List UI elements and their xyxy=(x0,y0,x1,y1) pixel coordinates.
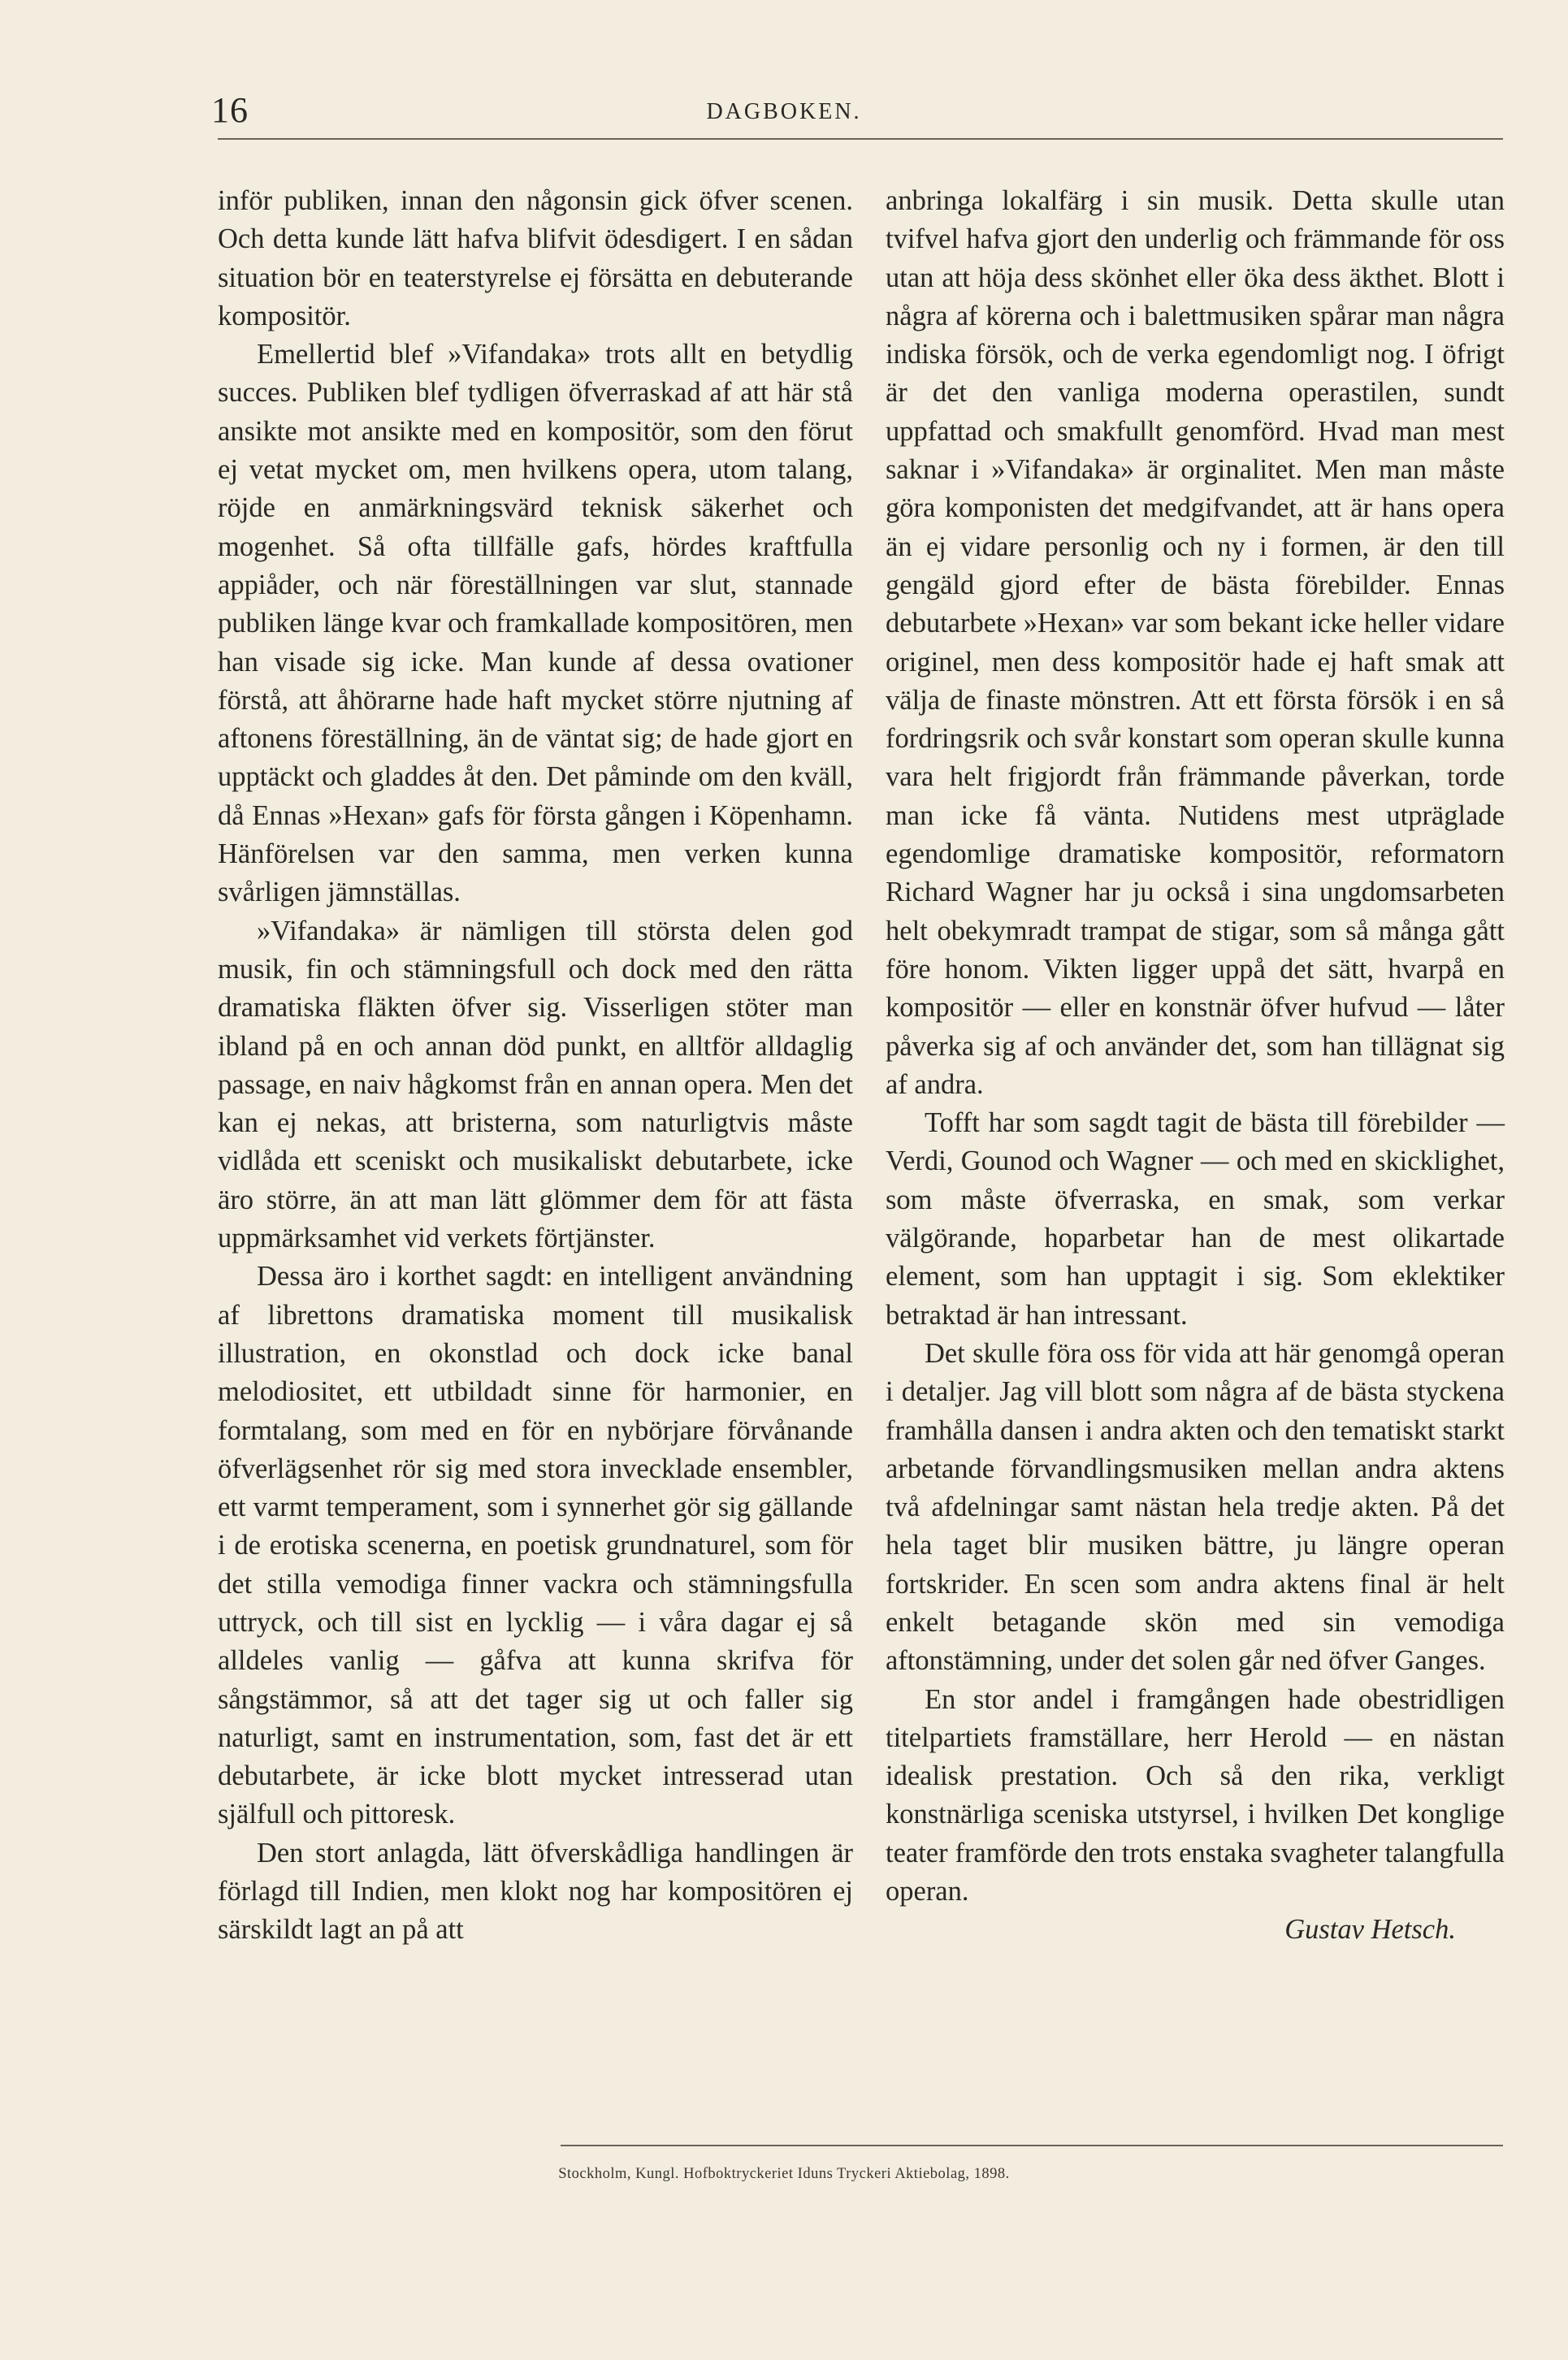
paragraph: En stor andel i framgången hade obestridligen titelpartiets framställare, herr Herold — en nästan idealisk prestation. Och så den rika, verkligt konstnärliga sceniska utstyrsel, i hvilken Det konglige teater framförde den trots enstaka svagheter talangfulla operan. xyxy=(886,1683,1505,1907)
header-rule xyxy=(218,138,1503,140)
printer-imprint: Stockholm, Kungl. Hofboktryckeriet Iduns Tryckeri Aktiebolag, 1898. xyxy=(558,2166,1010,2182)
paragraph: Emellertid blef »Vifandaka» trots allt en betydlig succes. Publiken blef tydligen öfverraskad af att här stå ansikte mot ansikte med en kompositör, som den förut ej vetat mycket om, men hvilkens opera, utom talang, röjde en anmärkningsvärd teknisk säkerhet och mogenhet. Så ofta tillfälle gafs, hördes kraftfulla appiåder, och när föreställningen var slut, stannade publiken länge kvar och framkallade kompositören, men han visade sig icke. Man kunde af dessa ovationer förstå, att åhörarne hade haft mycket större njutning af aftonens föreställning, än de väntat sig; de hade gjort en upptäckt och gladdes åt den. Det påminde om den kväll, då Ennas »Hexan» gafs för första gången i Köpenhamn. Hänförelsen var den samma, men verken kunna svårligen jämnställas. xyxy=(218,339,853,908)
paragraph: inför publiken, innan den någonsin gick öfver scenen. Och detta kunde lätt hafva blifvit ödesdigert. I en sådan situation bör en teaterstyrelse ej försätta en debuterande kompositör. xyxy=(218,185,853,331)
paragraph: Den stort anlagda, lätt öfverskådliga handlingen är förlagd till Indien, men klokt nog har kompositören ej särskildt lagt an på att xyxy=(218,1837,853,1946)
left-column xyxy=(218,182,853,1950)
paragraph: »Vifandaka» är nämligen till största delen god musik, fin och stämningsfull och dock med den rätta dramatiska fläkten öfver sig. Visserligen stöter man ibland på en och annan död punkt, en alltför alldaglig passage, en naiv hågkomst från en annan opera. Men det kan ej nekas, att bristerna, som naturligtvis måste vidlåda ett sceniskt och musikaliskt debutarbete, icke äro större, än att man lätt glömmer dem för att fästa uppmärksamhet vid verkets förtjänster. xyxy=(218,915,853,1254)
paragraph: Tofft har som sagdt tagit de bästa till förebilder — Verdi, Gounod och Wagner — och med en skicklighet, som måste öfverraska, en smak, som verkar välgörande, hoparbetar han de mest olikartade element, som han upptagit i sig. Som eklektiker betraktad är han intressant. xyxy=(886,1107,1505,1331)
footer-rule xyxy=(561,2145,1503,2146)
paragraph: Det skulle föra oss för vida att här genomgå operan i detaljer. Jag vill blott som några af de bästa styckena framhålla dansen i andra akten och den tematiskt starkt arbetande förvandlingsmusiken mellan andra aktens två afdelningar samt nästan hela tredje akten. På det hela taget blir musiken bättre, ju längre operan fortskrider. En scen som andra aktens final är helt enkelt betagande skön med sin vemodiga aftonstämning, under det solen går ned öfver Ganges. xyxy=(886,1337,1505,1677)
author-signature: Gustav Hetsch. xyxy=(1284,1914,1456,1946)
paragraph: Dessa äro i korthet sagdt: en intelligent användning af librettons dramatiska moment till musikalisk illustration, en okonstlad och dock icke banal melodiositet, ett utbildadt sinne för harmonier, en formtalang, som med en för en nybörjare förvånande öfverlägsenhet rör sig med stora invecklade ensembler, ett varmt temperament, som i synnerhet gör sig gällande i de erotiska scenerna, en poetisk grundnaturel, som för det stilla vemodiga finner vackra och stämningsfulla uttryck, och till sist en lycklig — i våra dagar ej så alldeles vanlig — gåfva att kunna skrifva för sångstämmor, så att det tager sig ut och faller sig naturligt, samt en instrumentation, som, fast det är ett debutarbete, är icke blott mycket intresserad utan själfull och pittoresk. xyxy=(218,1261,853,1830)
right-column xyxy=(886,182,1505,1950)
running-head: DAGBOKEN. xyxy=(706,99,862,124)
page-number: 16 xyxy=(211,90,249,130)
paragraph: anbringa lokalfärg i sin musik. Detta skulle utan tvifvel hafva gjort den underlig och främmande för oss utan att höja dess skönhet eller öka dess äkthet. Blott i några af körerna och i balettmusiken spårar man några indiska försök, och de verka egendomligt nog. I öfrigt är det den vanliga moderna operastilen, sundt uppfattad och smakfullt genomförd. Hvad man mest saknar i »Vifandaka» är orginalitet. Men man måste göra komponisten det medgifvandet, att är hans opera än ej vidare personlig och ny i formen, är den till gengäld gjord efter de bästa förebilder. Ennas debutarbete »Hexan» var som bekant icke heller vidare originel, men dess kompositör hade ej haft smak att välja de finaste mönstren. Att ett första försök i en så fordringsrik och svår konstart som operan skulle kunna vara helt frigjordt från främmande påverkan, torde man icke få vänta. Nutidens mest utpräglade egendomlige dramatiske kompositör, reformatorn Richard Wagner har ju också i sina ungdomsarbeten helt obekymradt trampat de stigar, som så många gått före honom. Vikten ligger uppå det sätt, hvarpå en kompositör — eller en konstnär öfver hufvud — låter påverka sig af och använder det, som han tillägnat sig af andra. xyxy=(886,185,1505,1100)
